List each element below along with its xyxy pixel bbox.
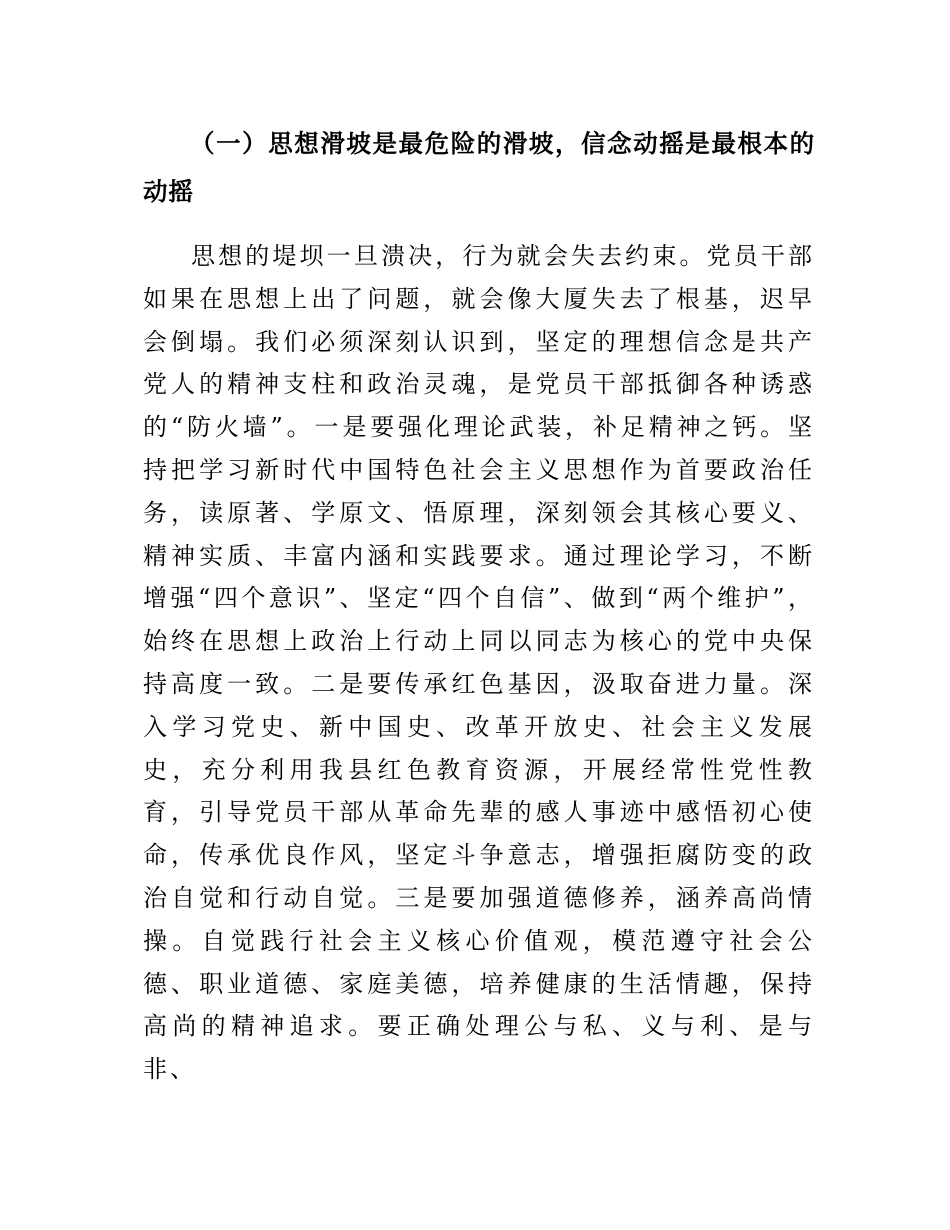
body-paragraph: 思想的堤坝一旦溃决，行为就会失去约束。党员干部如果在思想上出了问题，就会像大厦失去了根基，迟早会倒塌。我们必须深刻认识到，坚定的理想信念是共产党人的精神支柱和政治灵魂，是党员干部抵御各种诱惑的“防火墙”。一是要强化理论武装，补足精神之钙。坚持把学习新时代中国特色社会主义思想作为首要政治任务，读原著、学原文、悟原理，深刻领会其核心要义、精神实质、丰富内涵和实践要求。通过理论学习，不断增强“四个意识”、坚定“四个自信”、做到“两个维护”，始终在思想上政治上行动上同以同志为核心的党中央保持高度一致。二是要传承红色基因，汲取奋进力量。深入学习党史、新中国史、改革开放史、社会主义发展史，充分利用我县红色教育资源，开展经常性党性教育，引导党员干部从革命先辈的感人事迹中感悟初心使命，传承优良作风，坚定斗争意志，增强拒腐防变的政治自觉和行动自觉。三是要加强道德修养，涵养高尚情操。自觉践行社会主义核心价值观，模范遵守社会公德、职业道德、家庭美德，培养健康的生活情趣，保持高尚的精神追求。要正确处理公与私、义与利、是与非、 [143,242,815,1084]
section-heading: （一）思想滑坡是最危险的滑坡，信念动摇是最根本的动摇 [143,129,815,206]
